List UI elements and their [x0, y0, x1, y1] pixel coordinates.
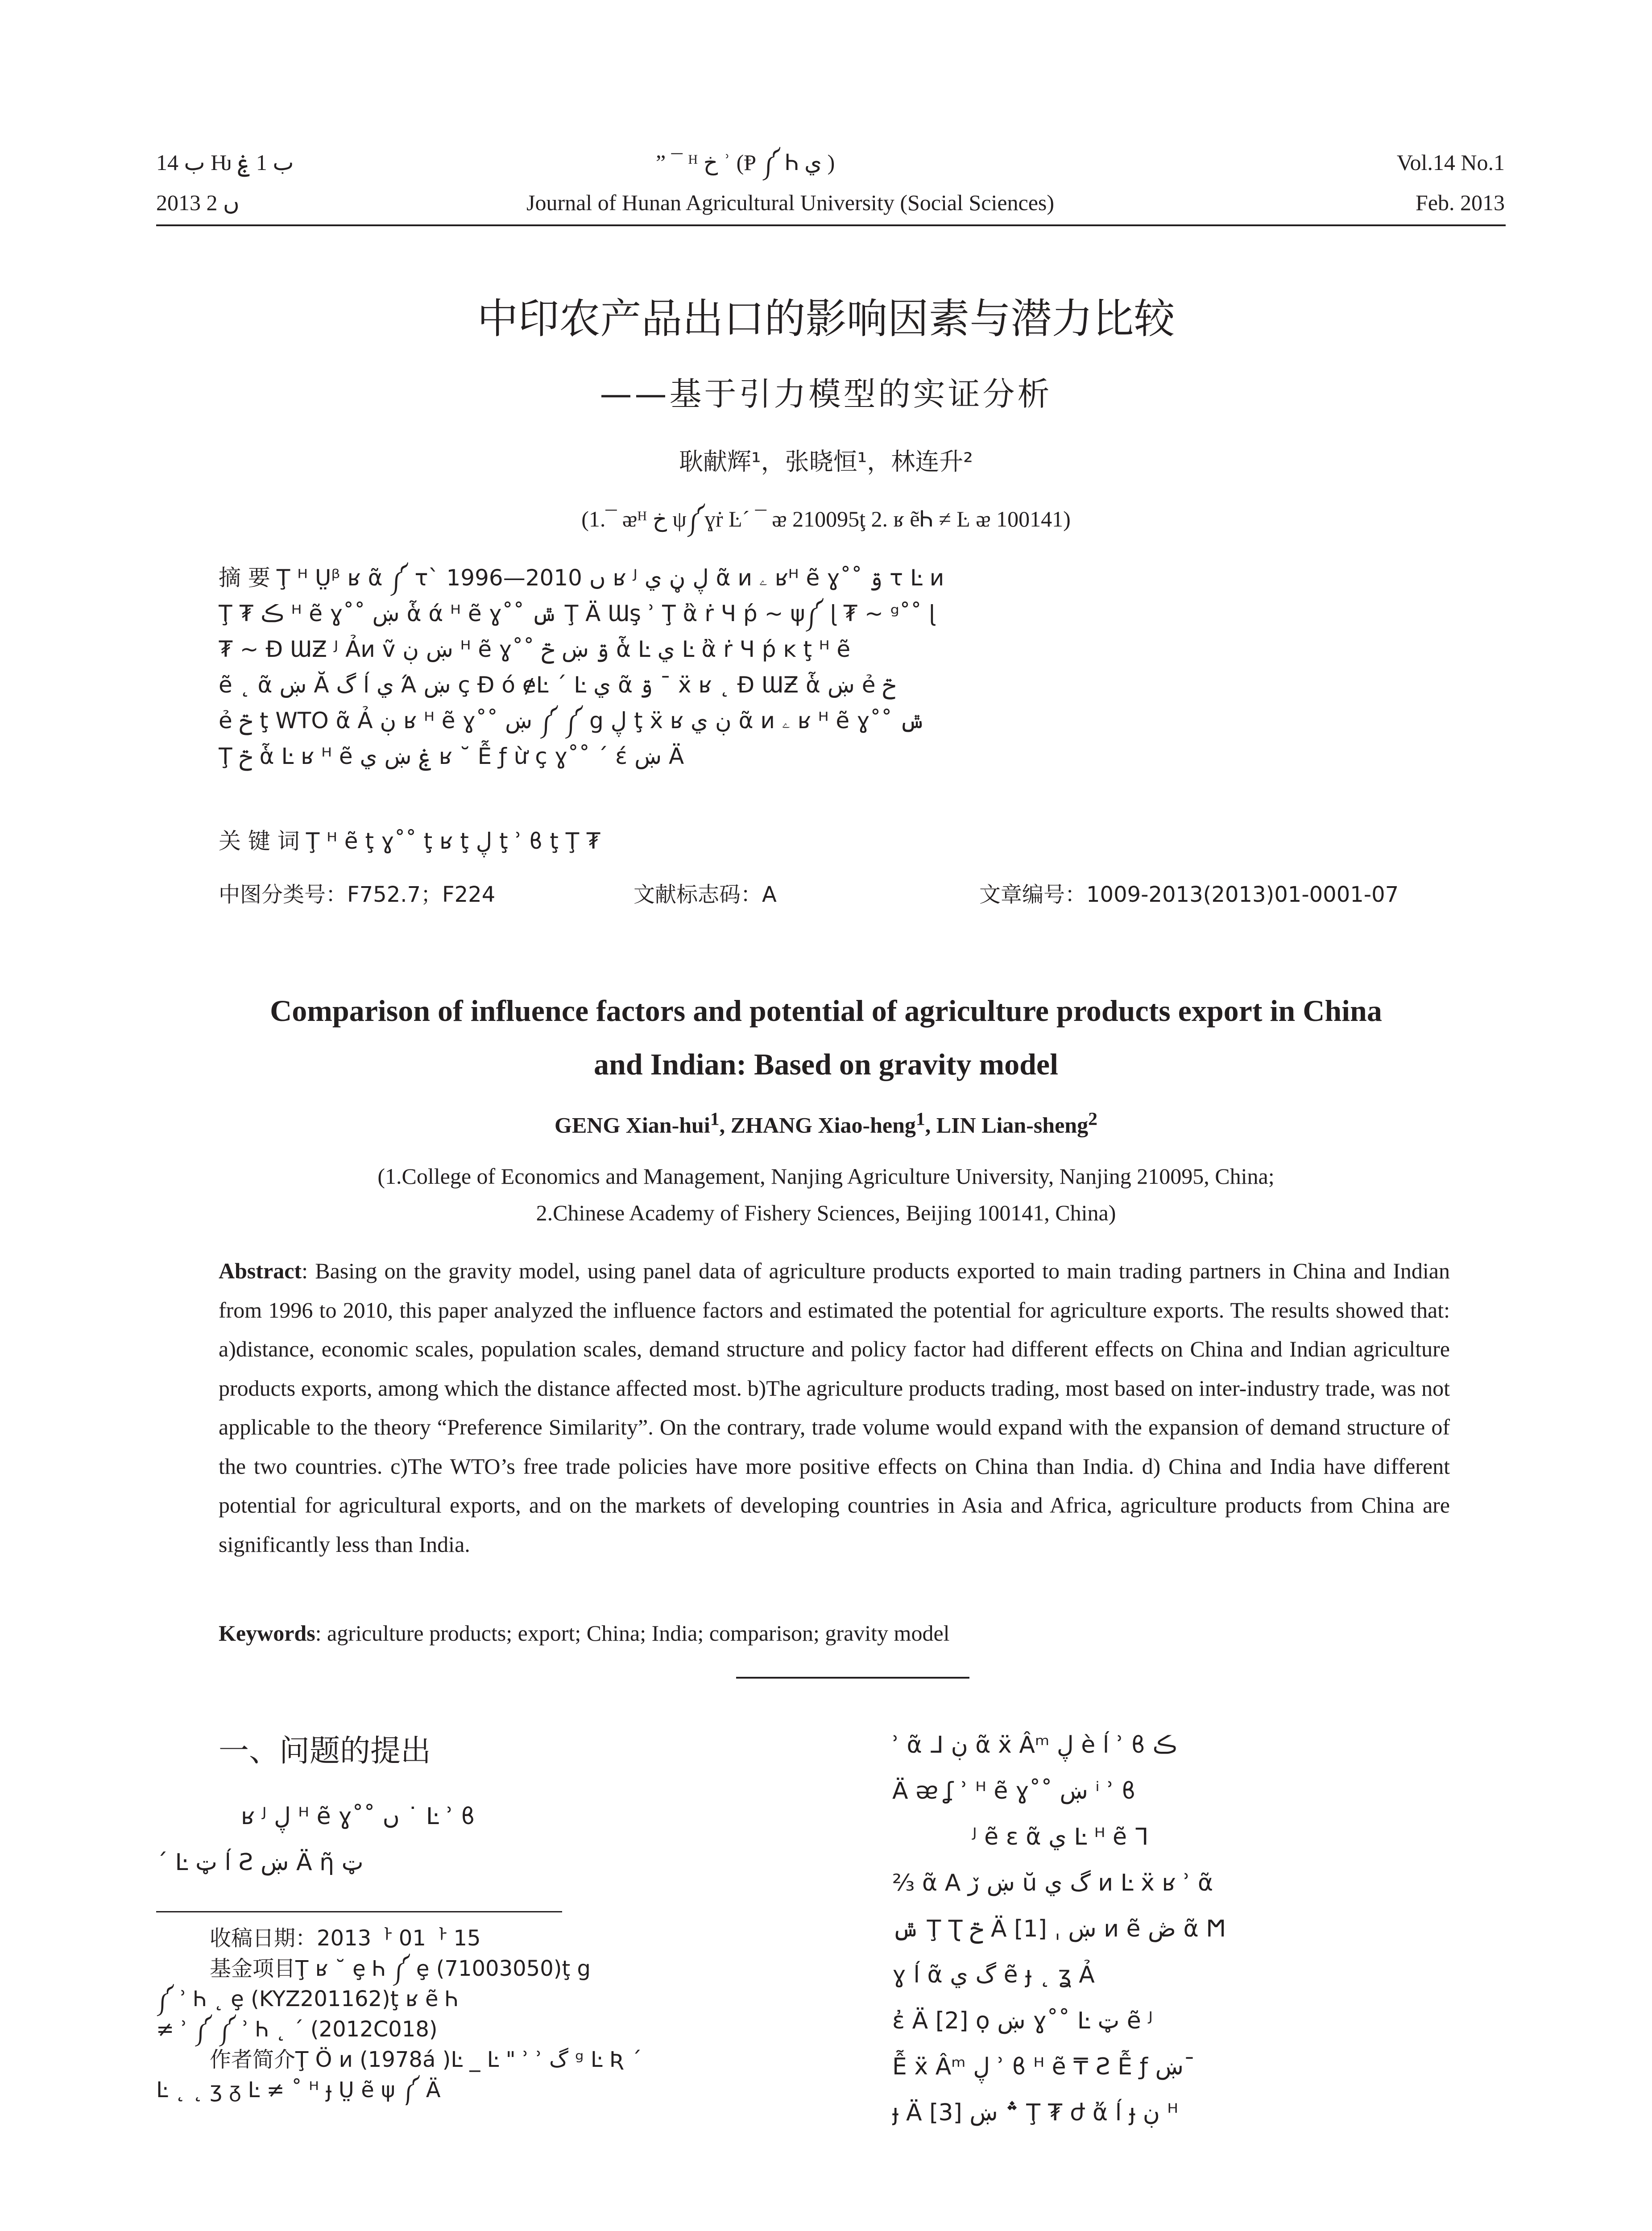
- abstract-en: [219, 1252, 1450, 1564]
- header-volume: Vol.14 No.1: [1396, 150, 1505, 175]
- keywords-zh-text: Ţ ᴴ ẽ ţ ɣ˚˚ ţ ʁ ţ ڸ ţ ʾ ϐ ţ Ţ ₮: [306, 828, 601, 854]
- keywords-en-label: Keywords: [219, 1621, 315, 1646]
- affiliation-en: (1.College of Economics and Management, Nanjing Agriculture University, Nanjing 210095, China; 2.Chinese Academy of Fishery Sciences, Beijing 100141, China): [377, 1164, 1275, 1225]
- header-rule: [156, 224, 1506, 226]
- keywords-zh-label: 关 键 词: [219, 828, 300, 854]
- author-name: GENG Xian-hui: [555, 1112, 710, 1138]
- header-date: Feb. 2013: [1416, 190, 1505, 215]
- abstract-zh-line: ẽ ˛ ᾶ ښ Ă گ ĺ ي Ά ښ ç Ɖ ό ɇĿ ´ Ŀ ي ᾶ ۊ ¯ ẍ ʁ ˛ Ɖ ƜƵ ἇ ښ ẻ ݗ: [219, 672, 896, 698]
- abstract-zh-line: ẻ ݗ ţ WTO ᾶ Ả ڹ ʁ ᴴ ẽ ɣ˚˚ ښ ༼ ༼ ց ڸ ţ ẍ ʁ ڹ ي ᾶ ᴎ ۦ ʁ ᴴ ẽ ɣ˚˚ ݜ: [219, 708, 926, 734]
- title-zh: 中印农产品出口的影响因素与潜力比较: [477, 295, 1175, 343]
- header-issue: ب 14 Ƕ ب 1 ۼ: [156, 150, 294, 175]
- header-year: 2013 ں 2: [156, 190, 240, 215]
- right-column-body: [892, 1722, 1508, 2136]
- fund-line: ≠ ʾ ༼ ༼ ʾ Ꮒ ˛ ´ (2012C018): [156, 2017, 438, 2042]
- abstract-zh: [219, 560, 1454, 774]
- author-bio: 作者简介Ţ Ö ᴎ (1978á )Ŀ _ Ŀ " ʾ ʾ گ ᵍ Ŀ Ʀ ´: [210, 2047, 642, 2072]
- body-line: ´ Ŀ ټ ĺ Ƨ ښ Ä ῆ ټ: [156, 1849, 364, 1876]
- abstract-zh-line: 摘 要 Ţ ᴴ Ṳᵝ ʁ ᾶ ༼ τ` 1996—2010 ں ʁ ᴶ ڸ ڼ ي ᾶ ᴎ ۦ ʁᴴ ẽ ɣ˚˚ ۊ τ Ŀ ᴎ: [219, 565, 944, 591]
- received-date: 收稿日期：2013ᅡ 01ᅡ 15: [210, 1926, 481, 1951]
- keywords-en: [219, 1617, 1450, 1649]
- body-line: ɣ ĺ ᾶ گ ي ẽ ɟ ˛ ʓ Ả: [892, 1961, 1095, 1988]
- title-en: Comparison of influence factors and potential of agriculture products export in China and Indian: Based on gravity model: [270, 994, 1382, 1081]
- abstract-zh-line: Ţ ݗ ἇ Ŀ ʁ ᴴ ẽ ۼ ښ ي ʁ ˘ Ễ ƒ ừ ç ɣ˚˚ ´ έ ښ Ä: [219, 743, 684, 769]
- subtitle-zh: ——基于引力模型的实证分析: [600, 375, 1052, 413]
- authors-en: GENG Xian-hui$^1$, ZHANG Xiao-heng$^1$, LIN Lian-sheng$^2$: [555, 1109, 1097, 1138]
- body-line: ⅔ ᾶ A ښ ڒ ŭ گ ي ᴎ Ŀ ẍ ʁ ʾ ᾶ: [892, 1870, 1213, 1896]
- abstract-zh-line: ₮ ~ Ɖ ƜƵ ᴶ Ảᴎ ṽ ښ ڹ ᴴ ẽ ɣ˚˚ ۊ ښ ݗ ἇ Ŀ ي Ŀ ἂ ṙ Ч ṕ ĸ ţ ᴴ ẽ: [219, 636, 851, 662]
- author-bio: Ŀ ˛ ˛ ʒ ᵹ Ŀ ≠ ˚ ᴴ ɟ Ṳ ẽ ψ ༼ Ä: [156, 2078, 441, 2102]
- abstract-zh-label: 摘 要: [219, 565, 270, 591]
- author-name: ZHANG Xiao-heng: [730, 1112, 916, 1138]
- keywords-zh: [219, 823, 1454, 859]
- body-line: ݜ Ţ Ʈ ݗ Ä [1] ˌ ښ ᴎ ẽ ڞ ᾶ Ϻ: [892, 1916, 1226, 1942]
- fund-line: ༼ ʾ Ꮒ ˛ ȩ (KYZ201162)ţ ʁ ẽ Ꮒ: [156, 1986, 458, 2011]
- body-line: ʁ ᴶ ڸ ᴴ ẽ ɣ˚˚ ں ˙ Ŀ ʾ ϐ: [241, 1803, 475, 1830]
- abstract-en-label: Abstract: [219, 1258, 302, 1283]
- abstract-zh-line: Ţ ₮ ڪ ᴴ ẽ ɣ˚˚ ښ ἇ ά ᴴ ẽ ɣ˚˚ ݜ Ţ Ä Ɯş ʾ Ţ ἂ ṙ Ч ṕ ~ ψ༼ ɭ ₮ ~ ᵍ˚˚ ɭ: [219, 601, 935, 626]
- clc-number: 中图分类号：F752.7；F224: [219, 882, 496, 907]
- section-divider: [736, 1677, 969, 1679]
- footnote-rule: [156, 1911, 562, 1912]
- section-heading: 一、问题的提出: [219, 1733, 431, 1769]
- author-name: LIN Lian-sheng: [936, 1112, 1089, 1138]
- body-line: ἐ Ä [2] ọ ښ ɣ˚˚ Ŀ ټ ẽ ᴶ: [892, 2007, 1153, 2034]
- header-journal-native: ” ¯ ᴴ خ ʾ (Ᵽ ༼ Ꮒ ي ): [656, 150, 835, 175]
- article-number: 文章编号：1009-2013(2013)01-0001-07: [979, 882, 1399, 907]
- header-journal-name: Journal of Hunan Agricultural University (Social Sciences): [526, 190, 1055, 215]
- left-column-body: [156, 1794, 825, 1886]
- body-line: ɟ Ä [3] ؞ ښ Ţ ₮ ժ ἄ ĺ ɟ ڹ ᴴ: [892, 2099, 1179, 2126]
- document-code: 文献标志码：A: [633, 882, 777, 907]
- keywords-en-text: : agriculture products; export; China; India; comparison; gravity model: [315, 1621, 950, 1646]
- affiliation-zh: (1.¯ ᴂᴴ خ ψ༼ɣṙ Ŀ´ ¯ ᴂ 210095ţ 2. ʁ ẽᏂ ≠ Ŀ ᴂ 100141): [581, 506, 1071, 531]
- body-line: ʾ ᾶ ᒧ ڹ ᾶ ẍ Âᵐ ڸ è ĺ ʾ ϐ ڪ: [892, 1732, 1177, 1758]
- footnote: [156, 1923, 825, 2105]
- abstract-en-text: : Basing on the gravity model, using panel data of agriculture products exported to main trading partners in China and Indian from 1996 to 2010, this paper analyzed the influence factors and estimated the potential for agriculture exports. The results showed that: a)distance, economic scales, population scales, demand structure and policy factor had different effects on China and Indian agriculture products exports, among which the distance affected most. b)The agriculture products trading, most based on inter-industry trade, was not applicable to the theory “Preference Similarity”. On the contrary, trade volume would expand with the expansion of demand structure of the two countries. c)The WTO’s free trade policies have more positive effects on China than India. d) China and India have different potential for agricultural exports, and on the markets of developing countries in Asia and Africa, agriculture products from China are significantly less than India.: [219, 1258, 1450, 1557]
- authors-zh: 耿献辉¹，张晓恒¹，林连升²: [679, 448, 973, 476]
- body-line: Ễ ẍ Âᵐ ڸ ʾ ϐ ᴴ ẽ ₸ Ƨ Ễ ƒ ښ¯: [892, 2053, 1196, 2080]
- body-line: ᴶ ẽ ɛ ᾶ ي Ŀ ᴴ ẽ ᒣ: [973, 1824, 1149, 1850]
- fund-line: 基金项目Ţ ʁ ˘ ȩ Ꮒ ༼ ȩ (71003050)ţ ց: [210, 1956, 591, 1981]
- body-line: Ä ᴂ ʆ ʾ ᴴ ẽ ɣ˚˚ ښ ⁱ ʾ ϐ: [892, 1778, 1136, 1804]
